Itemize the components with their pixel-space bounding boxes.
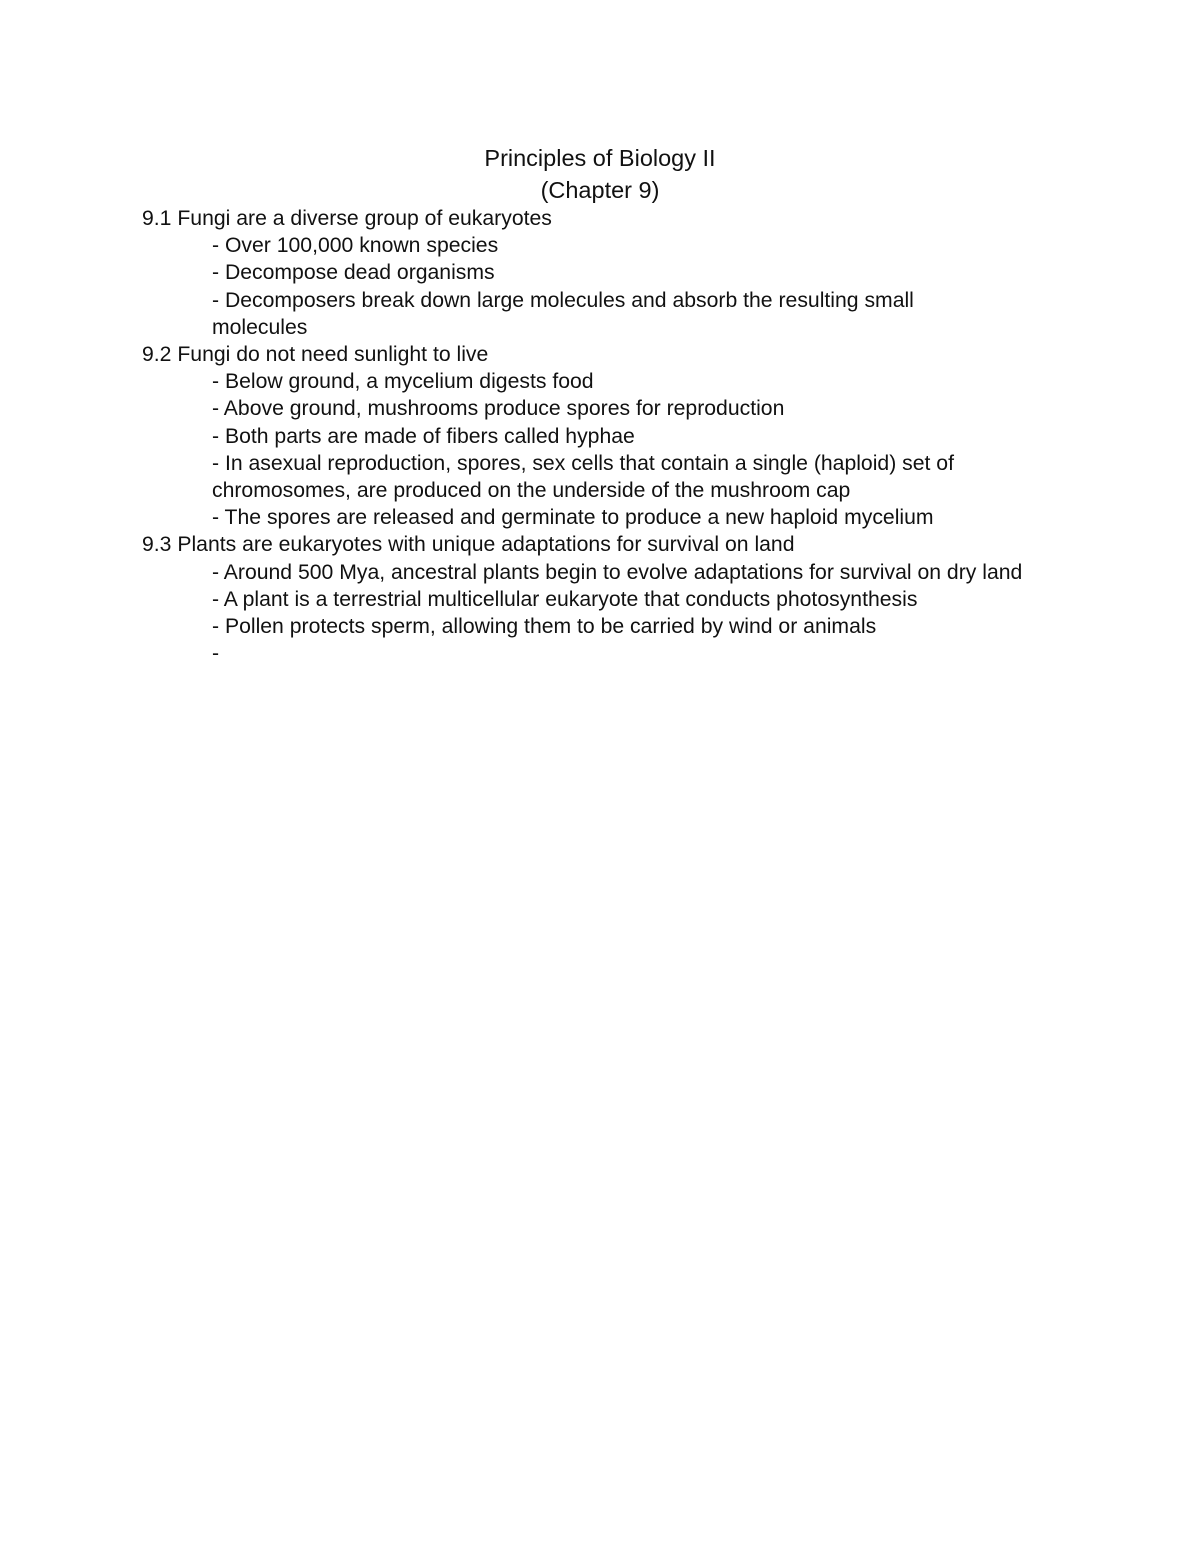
section-heading: 9.1 Fungi are a diverse group of eukaryotes xyxy=(142,207,552,230)
page-subtitle: (Chapter 9) xyxy=(540,177,660,203)
bullet-item: - Decomposers break down large molecules and absorb the resulting small molecules xyxy=(212,288,914,339)
bullet-item: - xyxy=(212,642,220,666)
bullet-item: - Both parts are made of fibers called hyphae xyxy=(212,424,635,448)
section-9-3 xyxy=(142,531,1142,667)
bullet-item: - Above ground, mushrooms produce spores for reproduction xyxy=(212,397,785,421)
section-9-1 xyxy=(142,205,1142,341)
title-block xyxy=(0,142,1200,206)
bullet-item: - In asexual reproduction, spores, sex cells that contain a single (haploid) set of chromosomes, are produced on the underside of the mushroom cap xyxy=(212,451,954,503)
section-heading: 9.3 Plants are eukaryotes with unique adaptations for survival on land xyxy=(142,533,795,557)
bullet-item: - Around 500 Mya, ancestral plants begin to evolve adaptations for survival on dry land xyxy=(212,560,1023,584)
section-heading: 9.2 Fungi do not need sunlight to live xyxy=(142,343,489,367)
bullet-item: - Decompose dead organisms xyxy=(212,261,495,285)
section-9-2 xyxy=(142,341,1142,531)
bullet-item: - Below ground, a mycelium digests food xyxy=(212,370,594,394)
bullet-item: - The spores are released and germinate to produce a new haploid mycelium xyxy=(212,506,934,530)
bullet-item: - A plant is a terrestrial multicellular eukaryote that conducts photosynthesis xyxy=(212,587,918,611)
notes-content xyxy=(142,205,1142,667)
page-title: Principles of Biology II xyxy=(484,145,716,171)
bullet-item: - Over 100,000 known species xyxy=(212,234,499,258)
bullet-item: - Pollen protects sperm, allowing them to be carried by wind or animals xyxy=(212,615,877,639)
